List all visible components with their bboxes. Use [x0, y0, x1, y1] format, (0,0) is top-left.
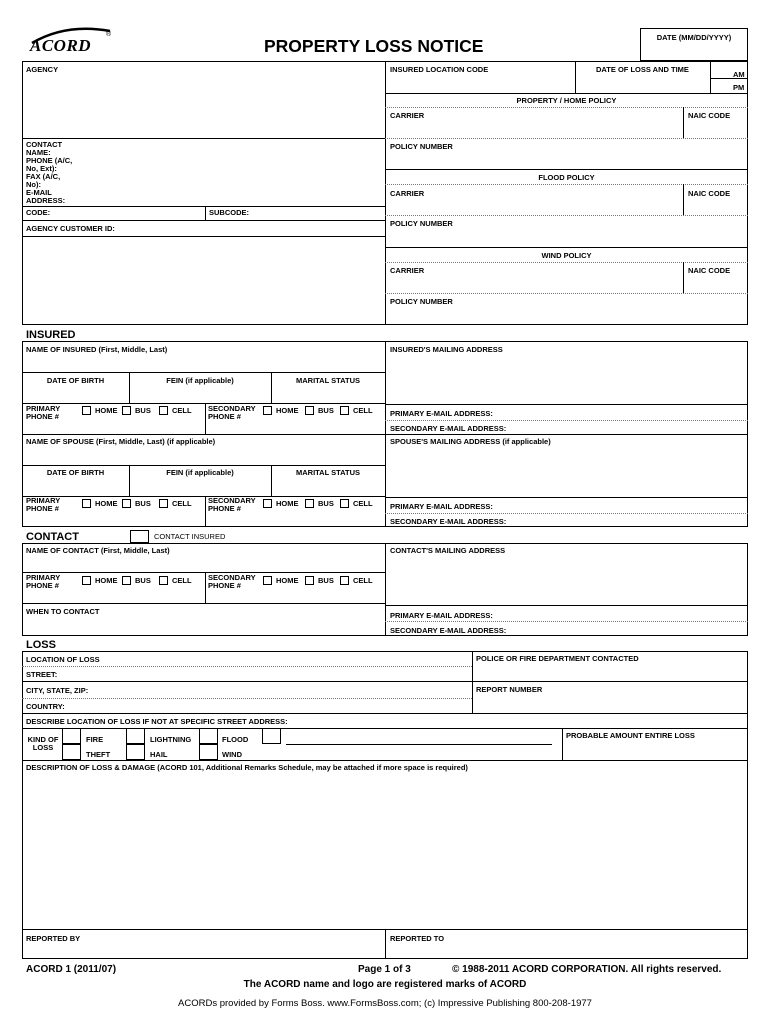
other-checkbox[interactable] [262, 728, 281, 744]
street-field[interactable] [62, 668, 468, 680]
date-field[interactable] [642, 44, 746, 60]
police-contacted-label: POLICE OR FIRE DEPARTMENT CONTACTED [476, 654, 639, 663]
insured-primary-email-field[interactable] [496, 406, 745, 418]
copyright-notice: © 1988-2011 ACORD CORPORATION. All rights reserved. [452, 964, 722, 975]
spouse-secondary-email-label: SECONDARY E-MAIL ADDRESS: [390, 517, 507, 526]
spouse-secondary-home-label: HOME [276, 499, 299, 508]
insured-secondary-phone-label: SECONDARY PHONE # [208, 404, 256, 421]
insured-section-title: INSURED [26, 329, 76, 341]
insured-fein-field[interactable] [133, 388, 268, 400]
insured-primary-email-label: PRIMARY E-MAIL ADDRESS: [390, 409, 493, 418]
property-policy-number-label: POLICY NUMBER [390, 142, 453, 151]
contact-secondary-cell-label: CELL [353, 576, 373, 585]
kind-of-loss-label: KIND OF LOSS [27, 735, 59, 752]
description-label: DESCRIPTION OF LOSS & DAMAGE (ACORD 101, Additional Remarks Schedule, may be attached if more space is required) [26, 763, 468, 772]
flood-carrier-field[interactable] [390, 200, 680, 214]
agency-field[interactable] [26, 76, 381, 136]
insured-dob-label: DATE OF BIRTH [46, 376, 105, 385]
spouse-primary-phone-label: PRIMARY PHONE # [26, 496, 61, 513]
contact-secondary-home-checkbox[interactable] [263, 576, 272, 585]
contact-primary-bus-label: BUS [135, 576, 151, 585]
insured-secondary-cell-label: CELL [353, 406, 373, 415]
flood-policy-number-field[interactable] [390, 230, 745, 244]
agency-customer-id-field[interactable] [120, 222, 382, 234]
contact-primary-home-label: HOME [95, 576, 118, 585]
insured-name-field[interactable] [26, 356, 381, 370]
insured-dob-field[interactable] [26, 388, 126, 400]
contact-name-label: CONTACT NAME: [26, 140, 63, 157]
contact-primary-bus-checkbox[interactable] [122, 576, 131, 585]
spouse-mailing-field[interactable] [390, 448, 745, 496]
wind-naic-field[interactable] [688, 277, 746, 291]
spouse-secondary-phone-label: SECONDARY PHONE # [208, 496, 256, 513]
report-number-field[interactable] [476, 696, 745, 710]
insured-secondary-email-field[interactable] [510, 422, 745, 433]
spouse-secondary-email-field[interactable] [510, 515, 745, 526]
spouse-fein-label: FEIN (if applicable) [166, 468, 234, 477]
fire-checkbox[interactable] [62, 728, 81, 744]
contact-primary-email-field[interactable] [496, 607, 745, 619]
code-field[interactable] [56, 208, 202, 219]
insured-mailing-field[interactable] [390, 356, 745, 404]
flood-policy-header: FLOOD POLICY [538, 173, 595, 182]
spouse-mailing-label: SPOUSE'S MAILING ADDRESS (if applicable) [390, 437, 551, 446]
phone-label: PHONE (A/C, No, Ext): [26, 156, 73, 173]
spouse-primary-phone-field[interactable] [26, 511, 202, 525]
insured-primary-cell-checkbox[interactable] [159, 406, 168, 415]
probable-amount-label: PROBABLE AMOUNT ENTIRE LOSS [566, 731, 695, 740]
spouse-secondary-bus-checkbox[interactable] [305, 499, 314, 508]
agency-customer-id-label: AGENCY CUSTOMER ID: [26, 224, 115, 233]
insured-secondary-home-label: HOME [276, 406, 299, 415]
insured-secondary-home-checkbox[interactable] [263, 406, 272, 415]
logo-text: ACORD [30, 36, 92, 55]
email-label: E-MAIL ADDRESS: [26, 188, 66, 205]
spouse-dob-label: DATE OF BIRTH [46, 468, 105, 477]
spouse-secondary-bus-label: BUS [318, 499, 334, 508]
provider-notice: ACORDs provided by Forms Boss. www.FormsBoss.com; (c) Impressive Publishing 800-208-1977 [178, 998, 592, 1009]
contact-insured-checkbox[interactable] [130, 530, 149, 543]
description-field[interactable] [26, 774, 745, 926]
street-label: STREET: [26, 670, 58, 679]
insured-primary-cell-label: CELL [172, 406, 192, 415]
wind-checkbox[interactable] [199, 744, 218, 760]
spouse-marital-field[interactable] [275, 480, 382, 492]
flood-label: FLOOD [222, 735, 249, 744]
fax-label: FAX (A/C, No): [26, 172, 61, 189]
contact-insured-label: CONTACT INSURED [154, 532, 226, 541]
spouse-name-label: NAME OF SPOUSE (First, Middle, Last) (if applicable) [26, 437, 216, 446]
spouse-primary-home-checkbox[interactable] [82, 499, 91, 508]
hail-checkbox[interactable] [126, 744, 145, 760]
contact-primary-phone-label: PRIMARY PHONE # [26, 573, 61, 590]
contact-name-label-2: NAME OF CONTACT (First, Middle, Last) [26, 546, 170, 555]
wind-label: WIND [222, 750, 242, 759]
report-number-label: REPORT NUMBER [476, 685, 543, 694]
insured-secondary-email-label: SECONDARY E-MAIL ADDRESS: [390, 424, 507, 433]
location-of-loss-label: LOCATION OF LOSS [26, 655, 100, 664]
insured-primary-home-checkbox[interactable] [82, 406, 91, 415]
insured-secondary-bus-checkbox[interactable] [305, 406, 314, 415]
wind-policy-number-label: POLICY NUMBER [390, 297, 453, 306]
lightning-checkbox[interactable] [126, 728, 145, 744]
insured-name-label: NAME OF INSURED (First, Middle, Last) [26, 345, 168, 354]
contact-secondary-bus-label: BUS [318, 576, 334, 585]
contact-secondary-email-label: SECONDARY E-MAIL ADDRESS: [390, 626, 507, 635]
property-policy-number-field[interactable] [390, 153, 745, 167]
wind-carrier-label: CARRIER [390, 266, 425, 275]
contact-secondary-email-field[interactable] [510, 623, 745, 634]
describe-location-field[interactable] [294, 715, 745, 727]
flood-checkbox[interactable] [199, 728, 218, 744]
form-title: PROPERTY LOSS NOTICE [264, 36, 484, 56]
city-state-zip-field[interactable] [100, 684, 468, 696]
spouse-primary-home-label: HOME [95, 499, 118, 508]
date-label: DATE (MM/DD/YYYY) [656, 33, 732, 42]
contact-secondary-phone-label: SECONDARY PHONE # [208, 573, 256, 590]
spouse-secondary-cell-checkbox[interactable] [340, 499, 349, 508]
insured-marital-field[interactable] [275, 388, 382, 400]
theft-label: THEFT [86, 750, 111, 759]
contact-primary-cell-checkbox[interactable] [159, 576, 168, 585]
flood-naic-field[interactable] [688, 200, 746, 214]
contact-mailing-label: CONTACT'S MAILING ADDRESS [390, 546, 506, 555]
property-naic-label: NAIC CODE [688, 111, 731, 120]
contact-secondary-home-label: HOME [276, 576, 299, 585]
reported-to-field[interactable] [390, 945, 745, 957]
insured-primary-bus-checkbox[interactable] [122, 406, 131, 415]
flood-naic-label: NAIC CODE [688, 189, 731, 198]
logo-registered-mark: ® [106, 31, 112, 38]
contact-primary-phone-field[interactable] [26, 588, 202, 602]
flood-policy-number-label: POLICY NUMBER [390, 219, 453, 228]
property-carrier-label: CARRIER [390, 111, 425, 120]
wind-carrier-field[interactable] [390, 277, 680, 291]
registered-marks-notice: The ACORD name and logo are registered marks of ACORD [243, 979, 527, 990]
property-policy-header: PROPERTY / HOME POLICY [516, 96, 617, 105]
insured-fein-label: FEIN (if applicable) [166, 376, 234, 385]
date-of-loss-label: DATE OF LOSS AND TIME [596, 65, 689, 74]
spouse-primary-bus-label: BUS [135, 499, 151, 508]
loss-section-title: LOSS [26, 639, 56, 651]
insured-primary-phone-field[interactable] [26, 418, 202, 432]
form-id: ACORD 1 (2011/07) [26, 964, 117, 975]
pm-label[interactable]: PM [733, 83, 745, 92]
spouse-primary-email-field[interactable] [496, 499, 745, 511]
hail-label: HAIL [150, 750, 168, 759]
spouse-secondary-phone-field[interactable] [208, 511, 382, 525]
wind-policy-header: WIND POLICY [541, 251, 592, 260]
property-carrier-field[interactable] [390, 122, 680, 136]
page-number: Page 1 of 3 [358, 964, 411, 975]
contact-name-field[interactable] [80, 140, 380, 155]
spouse-secondary-home-checkbox[interactable] [263, 499, 272, 508]
country-label: COUNTRY: [26, 702, 65, 711]
acord-logo [26, 25, 116, 57]
spouse-name-field[interactable] [26, 448, 381, 462]
date-of-loss-field[interactable] [579, 76, 707, 91]
spouse-primary-email-label: PRIMARY E-MAIL ADDRESS: [390, 502, 493, 511]
am-label[interactable]: AM [733, 70, 745, 79]
contact-person-name-field[interactable] [26, 557, 381, 569]
agency-label: AGENCY [26, 65, 59, 74]
insured-secondary-bus-label: BUS [318, 406, 334, 415]
reported-to-label: REPORTED TO [390, 934, 445, 943]
insured-secondary-cell-checkbox[interactable] [340, 406, 349, 415]
code-label: CODE: [26, 208, 51, 217]
theft-checkbox[interactable] [62, 744, 81, 760]
fire-label: FIRE [86, 735, 104, 744]
lightning-label: LIGHTNING [150, 735, 192, 744]
flood-carrier-label: CARRIER [390, 189, 425, 198]
city-state-zip-label: CITY, STATE, ZIP: [26, 686, 89, 695]
insured-marital-label: MARITAL STATUS [295, 376, 361, 385]
contact-primary-email-label: PRIMARY E-MAIL ADDRESS: [390, 611, 493, 620]
subcode-field[interactable] [250, 208, 382, 219]
contact-secondary-cell-checkbox[interactable] [340, 576, 349, 585]
spouse-dob-field[interactable] [26, 480, 126, 492]
reported-by-field[interactable] [26, 945, 381, 957]
contact-mailing-field[interactable] [390, 557, 745, 603]
when-to-contact-field[interactable] [26, 618, 381, 634]
fax-field[interactable] [80, 172, 380, 187]
spouse-primary-cell-label: CELL [172, 499, 192, 508]
when-to-contact-label: WHEN TO CONTACT [26, 607, 100, 616]
insured-mailing-label: INSURED'S MAILING ADDRESS [390, 345, 503, 354]
contact-secondary-phone-field[interactable] [208, 588, 382, 602]
insured-primary-phone-label: PRIMARY PHONE # [26, 404, 61, 421]
spouse-fein-field[interactable] [133, 480, 268, 492]
contact-primary-cell-label: CELL [172, 576, 192, 585]
insured-location-code-label: INSURED LOCATION CODE [390, 65, 489, 74]
spouse-primary-bus-checkbox[interactable] [122, 499, 131, 508]
probable-amount-field[interactable] [566, 743, 745, 757]
contact-secondary-bus-checkbox[interactable] [305, 576, 314, 585]
contact-section-title: CONTACT [26, 531, 79, 543]
email-field[interactable] [80, 188, 380, 203]
spouse-secondary-cell-label: CELL [353, 499, 373, 508]
insured-primary-home-label: HOME [95, 406, 118, 415]
wind-policy-number-field[interactable] [390, 308, 745, 322]
property-naic-field[interactable] [688, 122, 746, 136]
insured-primary-bus-label: BUS [135, 406, 151, 415]
wind-naic-label: NAIC CODE [688, 266, 731, 275]
other-loss-field[interactable] [286, 732, 552, 744]
police-contacted-field[interactable] [476, 665, 745, 679]
reported-by-label: REPORTED BY [26, 934, 81, 943]
insured-secondary-phone-field[interactable] [208, 418, 382, 432]
spouse-primary-cell-checkbox[interactable] [159, 499, 168, 508]
country-field[interactable] [70, 700, 468, 712]
describe-location-label: DESCRIBE LOCATION OF LOSS IF NOT AT SPECIFIC STREET ADDRESS: [26, 717, 288, 726]
phone-field[interactable] [80, 156, 380, 171]
subcode-label: SUBCODE: [209, 208, 250, 217]
insured-location-code-field[interactable] [390, 76, 570, 91]
spouse-marital-label: MARITAL STATUS [295, 468, 361, 477]
contact-primary-home-checkbox[interactable] [82, 576, 91, 585]
